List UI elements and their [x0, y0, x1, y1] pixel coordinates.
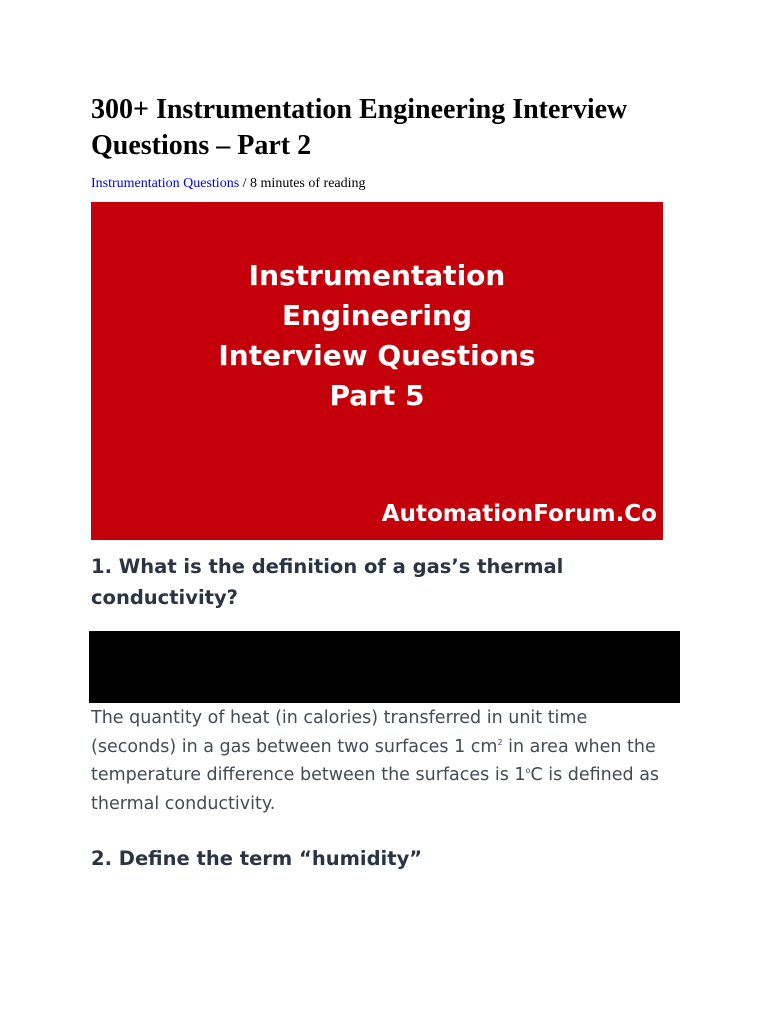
category-link[interactable]: Instrumentation Questions: [91, 176, 240, 191]
answer-line: thermal conductivity.: [91, 793, 276, 814]
answer-line: temperature difference between the surfaces is 1$^o$C is defined as: [91, 765, 660, 785]
question-2-heading: 2. Define the term “humidity”: [91, 847, 423, 870]
answer-line: (seconds) in a gas between two surfaces 1 $cm^2$ in area when the: [91, 736, 656, 757]
article-meta: [91, 175, 366, 193]
banner-brand: AutomationForum.Co: [381, 501, 657, 527]
banner-title: [91, 256, 663, 416]
page-title: 300+ Instrumentation Engineering Interview Questions – Part 2: [91, 94, 628, 161]
banner-title-line: Instrumentation: [248, 259, 506, 292]
reading-time: 8 minutes of reading: [250, 176, 366, 191]
question-1-heading: 1. What is the definition of a gas’s thermal conductivity?: [91, 555, 564, 609]
banner-title-line: Interview Questions: [218, 339, 536, 372]
answer-line: The quantity of heat (in calories) transferred in unit time: [91, 708, 588, 728]
featured-banner-image: [91, 202, 663, 540]
degree-superscript: o: [525, 766, 531, 775]
superscript: 2: [497, 737, 503, 747]
banner-title-line: Part 5: [329, 379, 425, 412]
meta-separator: /: [239, 176, 251, 191]
banner-title-line: Engineering: [282, 299, 472, 332]
ad-placeholder-bar: [89, 631, 680, 703]
question-1-answer: [91, 704, 691, 818]
